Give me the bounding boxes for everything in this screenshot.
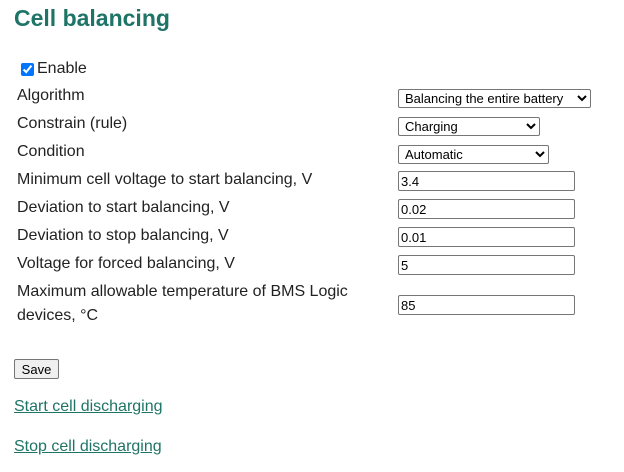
enable-checkbox-row[interactable] (20, 59, 87, 79)
deviation-stop-input[interactable] (398, 227, 575, 247)
forced-voltage-label: Voltage for forced balancing, V (17, 255, 235, 272)
page-title: Cell balancing (14, 5, 170, 31)
forced-voltage-input[interactable] (398, 255, 575, 275)
max-temperature-label-line2: devices, °C (17, 307, 99, 324)
stop-cell-discharging-link[interactable]: Stop cell discharging (14, 438, 162, 455)
constrain-label: Constrain (rule) (17, 115, 128, 132)
enable-label: Enable (37, 60, 87, 77)
enable-checkbox[interactable] (21, 63, 34, 76)
deviation-start-label: Deviation to start balancing, V (17, 199, 230, 216)
max-temperature-input[interactable] (398, 295, 575, 315)
deviation-start-input[interactable] (398, 199, 575, 219)
start-cell-discharging-link[interactable]: Start cell discharging (14, 398, 163, 415)
algorithm-select[interactable] (398, 89, 591, 108)
deviation-stop-label: Deviation to stop balancing, V (17, 227, 229, 244)
min-cell-voltage-input[interactable] (398, 171, 575, 191)
condition-select[interactable] (398, 145, 549, 164)
min-cell-voltage-label: Minimum cell voltage to start balancing, V (17, 171, 313, 188)
algorithm-label: Algorithm (17, 87, 85, 104)
max-temperature-label-line1: Maximum allowable temperature of BMS Logic (17, 283, 348, 300)
save-button[interactable]: Save (14, 359, 59, 379)
constrain-select[interactable] (398, 117, 540, 136)
condition-label: Condition (17, 143, 85, 160)
